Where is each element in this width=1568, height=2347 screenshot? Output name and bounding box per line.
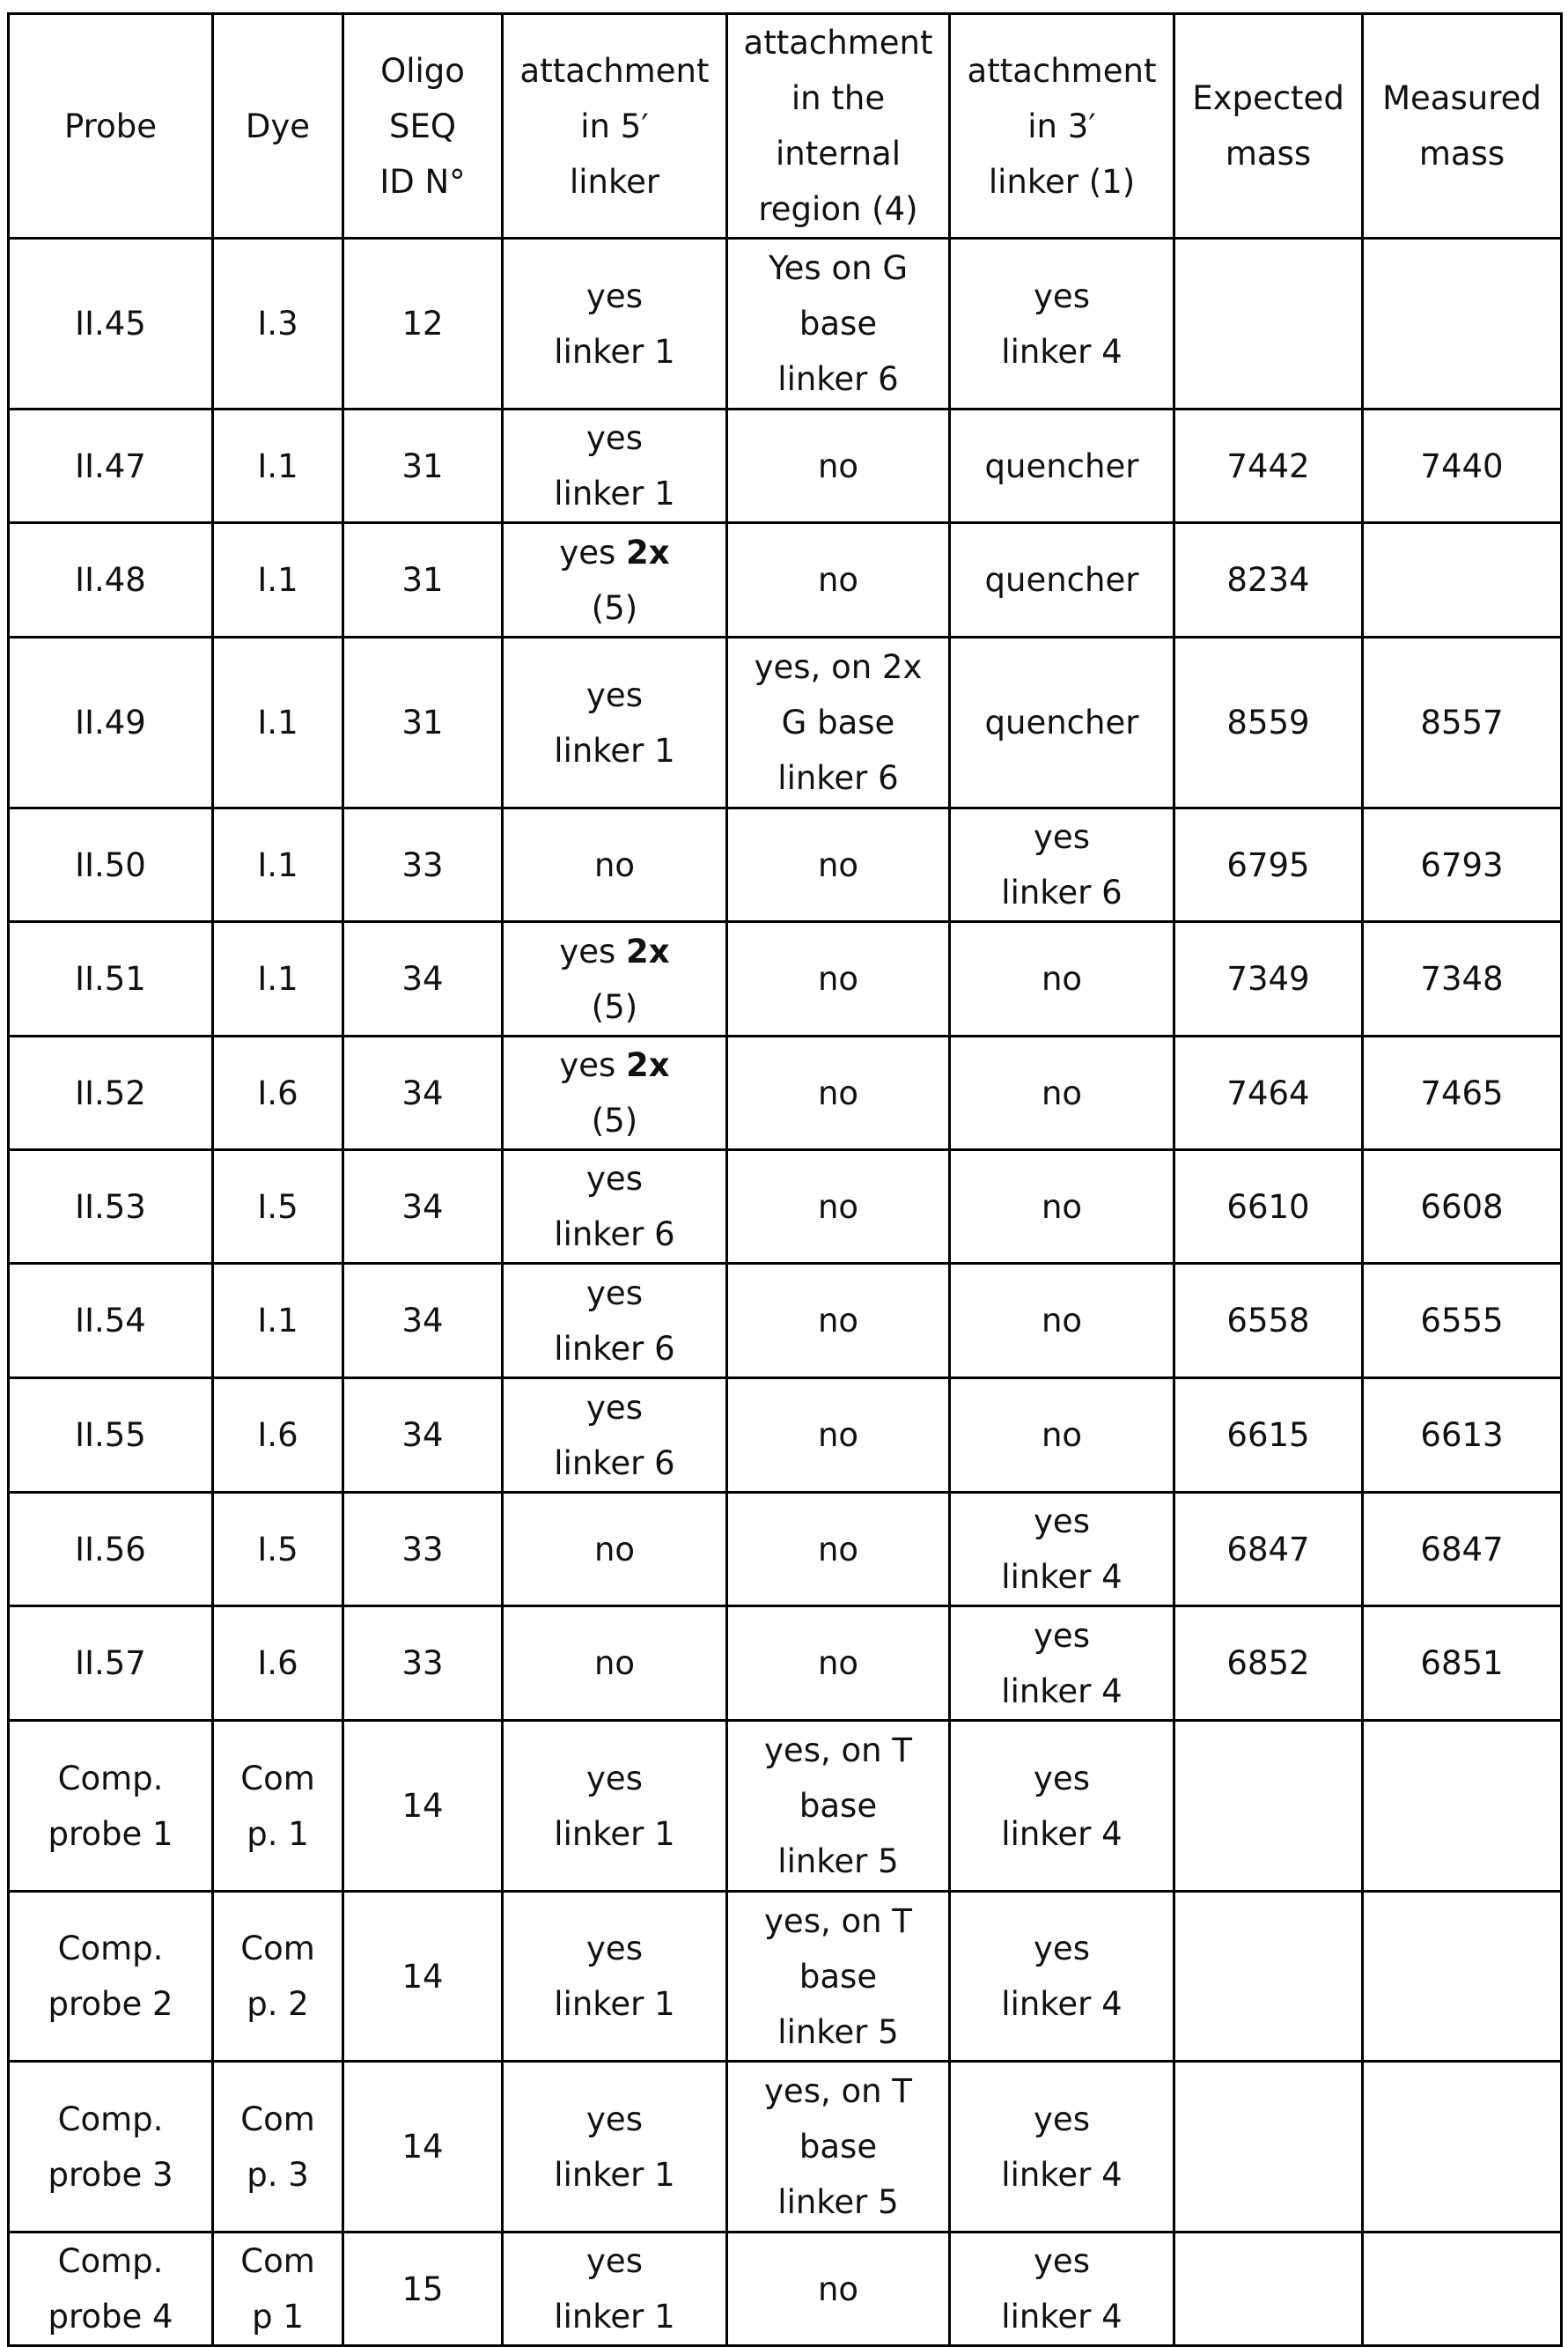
cell-dye: I.1 xyxy=(213,922,343,1037)
cell-oligo-seq-id: 34 xyxy=(343,922,503,1037)
cell-probe: II.45 xyxy=(9,239,213,410)
cell-attachment-5-linker: yes linker 6 xyxy=(503,1378,727,1493)
cell-oligo-seq-id: 31 xyxy=(343,638,503,808)
table-row xyxy=(9,1892,1562,2062)
cell-attachment-5-linker: no xyxy=(503,1493,727,1606)
cell-attachment-5-linker: yes linker 1 xyxy=(503,410,727,523)
cell-probe: II.52 xyxy=(9,1037,213,1150)
cell-probe: II.56 xyxy=(9,1493,213,1606)
cell-dye: I.1 xyxy=(213,638,343,808)
cell-attachment-5-linker: yes linker 1 xyxy=(503,2062,727,2233)
cell-expected-mass: 6558 xyxy=(1174,1264,1363,1378)
cell-measured-mass xyxy=(1363,2233,1562,2346)
cell-measured-mass: 6847 xyxy=(1363,1493,1562,1606)
cell-measured-mass: 8557 xyxy=(1363,638,1562,808)
cell-probe: Comp. probe 4 xyxy=(9,2233,213,2346)
cell-dye: I.6 xyxy=(213,1606,343,1721)
cell-oligo-seq-id: 33 xyxy=(343,1493,503,1606)
table-row xyxy=(9,1378,1562,1493)
cell-probe: II.53 xyxy=(9,1150,213,1264)
cell-measured-mass xyxy=(1363,523,1562,638)
probe-table xyxy=(7,12,1563,2347)
table-row xyxy=(9,1037,1562,1150)
cell-oligo-seq-id: 33 xyxy=(343,808,503,922)
cell-measured-mass: 7440 xyxy=(1363,410,1562,523)
cell-attachment-internal: no xyxy=(727,1037,950,1150)
cell-attachment-internal: Yes on G base linker 6 xyxy=(727,239,950,410)
cell-oligo-seq-id: 14 xyxy=(343,1892,503,2062)
table-row xyxy=(9,410,1562,523)
cell-expected-mass: 8234 xyxy=(1174,523,1363,638)
cell-measured-mass xyxy=(1363,239,1562,410)
cell-expected-mass: 6852 xyxy=(1174,1606,1363,1721)
cell-bold-text: 2x xyxy=(626,1046,670,1084)
cell-attachment-internal: no xyxy=(727,1264,950,1378)
cell-expected-mass xyxy=(1174,1892,1363,2062)
cell-attachment-5-linker: yes linker 1 xyxy=(503,1892,727,2062)
cell-probe: Comp. probe 3 xyxy=(9,2062,213,2233)
cell-probe: II.48 xyxy=(9,523,213,638)
cell-probe: II.51 xyxy=(9,922,213,1037)
table-row xyxy=(9,1721,1562,1892)
cell-attachment-internal: yes, on 2x G base linker 6 xyxy=(727,638,950,808)
cell-attachment-3-linker: yes linker 4 xyxy=(950,239,1174,410)
cell-bold-text: 2x xyxy=(626,933,670,971)
table-row xyxy=(9,2233,1562,2346)
cell-dye: I.5 xyxy=(213,1493,343,1606)
cell-attachment-3-linker: yes linker 4 xyxy=(950,2062,1174,2233)
cell-attachment-5-linker: yes linker 6 xyxy=(503,1150,727,1264)
cell-measured-mass xyxy=(1363,1721,1562,1892)
header-attachment-5-linker: attachment in 5′ linker xyxy=(503,14,727,239)
header-probe: Probe xyxy=(9,14,213,239)
cell-measured-mass: 6851 xyxy=(1363,1606,1562,1721)
table-row xyxy=(9,239,1562,410)
cell-probe: II.57 xyxy=(9,1606,213,1721)
cell-attachment-5-linker: no xyxy=(503,1606,727,1721)
cell-expected-mass xyxy=(1174,1721,1363,1892)
cell-expected-mass: 7442 xyxy=(1174,410,1363,523)
cell-dye: I.1 xyxy=(213,1264,343,1378)
cell-attachment-3-linker: no xyxy=(950,1378,1174,1493)
cell-dye: I.1 xyxy=(213,410,343,523)
cell-measured-mass: 6555 xyxy=(1363,1264,1562,1378)
cell-probe: Comp. probe 1 xyxy=(9,1721,213,1892)
cell-attachment-internal: no xyxy=(727,808,950,922)
cell-expected-mass: 6615 xyxy=(1174,1378,1363,1493)
cell-attachment-internal: no xyxy=(727,410,950,523)
cell-attachment-5-linker xyxy=(503,922,727,1037)
cell-attachment-3-linker: yes linker 4 xyxy=(950,1892,1174,2062)
cell-attachment-3-linker: quencher xyxy=(950,410,1174,523)
cell-oligo-seq-id: 31 xyxy=(343,410,503,523)
cell-attachment-3-linker: quencher xyxy=(950,638,1174,808)
cell-oligo-seq-id: 12 xyxy=(343,239,503,410)
cell-attachment-internal: no xyxy=(727,523,950,638)
cell-expected-mass: 7349 xyxy=(1174,922,1363,1037)
cell-probe: II.49 xyxy=(9,638,213,808)
cell-oligo-seq-id: 34 xyxy=(343,1150,503,1264)
cell-dye: I.1 xyxy=(213,808,343,922)
table-row xyxy=(9,1264,1562,1378)
cell-attachment-5-linker xyxy=(503,523,727,638)
cell-attachment-5-linker: no xyxy=(503,808,727,922)
cell-dye: Com p. 2 xyxy=(213,1892,343,2062)
cell-expected-mass xyxy=(1174,239,1363,410)
cell-probe: II.50 xyxy=(9,808,213,922)
cell-dye: I.6 xyxy=(213,1037,343,1150)
cell-expected-mass: 6795 xyxy=(1174,808,1363,922)
cell-measured-mass: 6793 xyxy=(1363,808,1562,922)
cell-measured-mass: 7465 xyxy=(1363,1037,1562,1150)
cell-attachment-internal: no xyxy=(727,1493,950,1606)
table-row xyxy=(9,2062,1562,2233)
cell-probe: II.47 xyxy=(9,410,213,523)
cell-attachment-internal: no xyxy=(727,1150,950,1264)
cell-dye: I.6 xyxy=(213,1378,343,1493)
table-row xyxy=(9,808,1562,922)
table-row xyxy=(9,1606,1562,1721)
cell-oligo-seq-id: 34 xyxy=(343,1037,503,1150)
cell-dye: Com p. 1 xyxy=(213,1721,343,1892)
cell-measured-mass xyxy=(1363,1892,1562,2062)
cell-attachment-3-linker: yes linker 4 xyxy=(950,2233,1174,2346)
cell-attachment-3-linker: no xyxy=(950,922,1174,1037)
cell-expected-mass: 6847 xyxy=(1174,1493,1363,1606)
cell-dye: I.3 xyxy=(213,239,343,410)
header-attachment-3-linker: attachment in 3′ linker (1) xyxy=(950,14,1174,239)
table-row xyxy=(9,638,1562,808)
cell-attachment-internal: yes, on T base linker 5 xyxy=(727,1721,950,1892)
cell-text: yes xyxy=(559,933,626,971)
cell-dye: I.1 xyxy=(213,523,343,638)
cell-attachment-3-linker: no xyxy=(950,1037,1174,1150)
cell-oligo-seq-id: 31 xyxy=(343,523,503,638)
cell-measured-mass: 7348 xyxy=(1363,922,1562,1037)
cell-expected-mass: 7464 xyxy=(1174,1037,1363,1150)
header-measured-mass: Measured mass xyxy=(1363,14,1562,239)
cell-text: yes xyxy=(559,1046,626,1084)
cell-attachment-3-linker: quencher xyxy=(950,523,1174,638)
cell-expected-mass xyxy=(1174,2233,1363,2346)
table-row xyxy=(9,922,1562,1037)
cell-measured-mass: 6608 xyxy=(1363,1150,1562,1264)
cell-attachment-3-linker: yes linker 4 xyxy=(950,1721,1174,1892)
cell-dye: Com p 1 xyxy=(213,2233,343,2346)
cell-attachment-3-linker: no xyxy=(950,1264,1174,1378)
cell-probe: II.55 xyxy=(9,1378,213,1493)
cell-attachment-3-linker: yes linker 4 xyxy=(950,1493,1174,1606)
header-dye: Dye xyxy=(213,14,343,239)
cell-attachment-internal: yes, on T base linker 5 xyxy=(727,1892,950,2062)
cell-attachment-3-linker: no xyxy=(950,1150,1174,1264)
cell-oligo-seq-id: 34 xyxy=(343,1378,503,1493)
cell-expected-mass xyxy=(1174,2062,1363,2233)
cell-note: (5) xyxy=(592,589,637,627)
cell-oligo-seq-id: 14 xyxy=(343,2062,503,2233)
header-attachment-internal: attachment in the internal region (4) xyxy=(727,14,950,239)
cell-attachment-5-linker: yes linker 1 xyxy=(503,1721,727,1892)
cell-attachment-internal: no xyxy=(727,1606,950,1721)
cell-dye: Com p. 3 xyxy=(213,2062,343,2233)
cell-measured-mass xyxy=(1363,2062,1562,2233)
cell-attachment-5-linker: yes linker 6 xyxy=(503,1264,727,1378)
cell-bold-text: 2x xyxy=(626,534,670,572)
cell-dye: I.5 xyxy=(213,1150,343,1264)
cell-note: (5) xyxy=(592,988,637,1026)
cell-attachment-internal: no xyxy=(727,2233,950,2346)
cell-attachment-internal: yes, on T base linker 5 xyxy=(727,2062,950,2233)
table-row xyxy=(9,1493,1562,1606)
cell-oligo-seq-id: 33 xyxy=(343,1606,503,1721)
cell-attachment-3-linker: yes linker 4 xyxy=(950,1606,1174,1721)
cell-probe: Comp. probe 2 xyxy=(9,1892,213,2062)
cell-attachment-5-linker xyxy=(503,1037,727,1150)
cell-note: (5) xyxy=(592,1102,637,1140)
cell-attachment-3-linker: yes linker 6 xyxy=(950,808,1174,922)
cell-oligo-seq-id: 15 xyxy=(343,2233,503,2346)
cell-attachment-5-linker: yes linker 1 xyxy=(503,2233,727,2346)
header-expected-mass: Expected mass xyxy=(1174,14,1363,239)
table-row xyxy=(9,1150,1562,1264)
cell-attachment-internal: no xyxy=(727,922,950,1037)
cell-oligo-seq-id: 34 xyxy=(343,1264,503,1378)
cell-expected-mass: 6610 xyxy=(1174,1150,1363,1264)
cell-attachment-5-linker: yes linker 1 xyxy=(503,638,727,808)
cell-measured-mass: 6613 xyxy=(1363,1378,1562,1493)
cell-attachment-5-linker: yes linker 1 xyxy=(503,239,727,410)
cell-expected-mass: 8559 xyxy=(1174,638,1363,808)
cell-oligo-seq-id: 14 xyxy=(343,1721,503,1892)
table-row xyxy=(9,523,1562,638)
cell-probe: II.54 xyxy=(9,1264,213,1378)
cell-text: yes xyxy=(559,534,626,572)
header-row xyxy=(9,14,1562,239)
header-oligo-seq-id: Oligo SEQ ID N° xyxy=(343,14,503,239)
cell-attachment-internal: no xyxy=(727,1378,950,1493)
